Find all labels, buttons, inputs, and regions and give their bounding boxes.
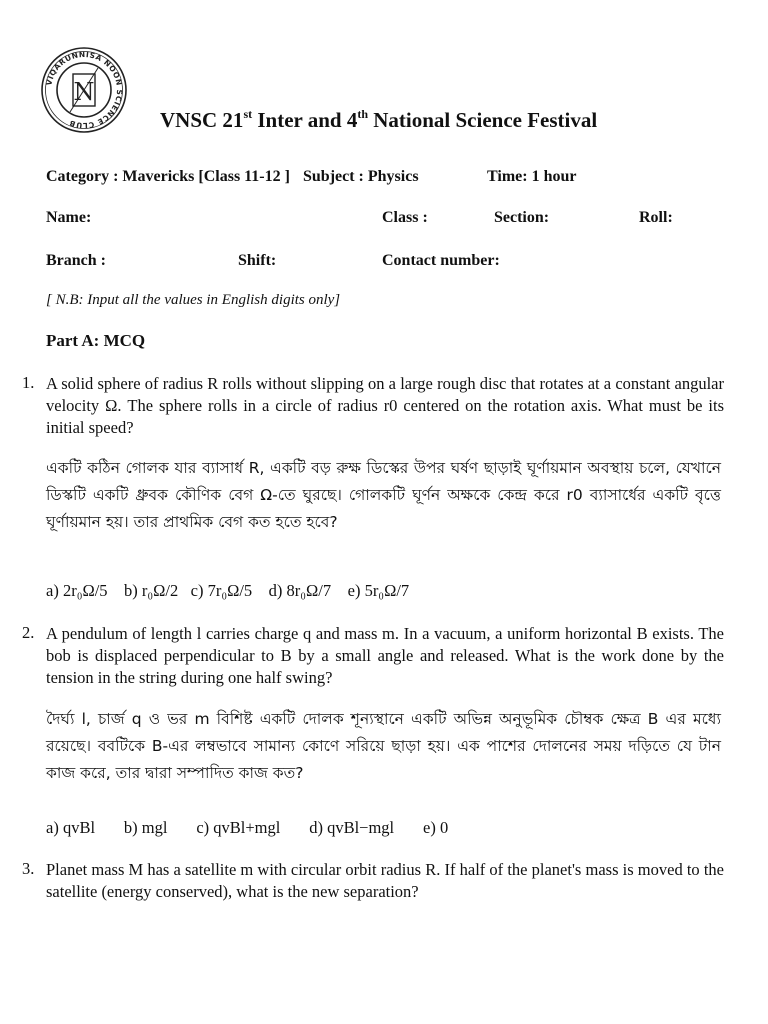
shift-label: Shift: (238, 252, 277, 269)
subject-label: Subject : Physics (303, 168, 419, 185)
logo-ring-text: VIQARUNNISA NOON SCIENCE CLUB (44, 49, 125, 131)
question-number: 3. (22, 859, 35, 878)
section-heading: Part A: MCQ (46, 331, 146, 350)
question-number: 1. (22, 373, 35, 392)
instruction-note: [ N.B: Input all the values in English digits only] (46, 292, 341, 308)
category-label: Category : Mavericks [Class 11-12 ] (46, 168, 290, 185)
science-club-logo (40, 46, 128, 134)
page-title: VNSC 21st Inter and 4th National Science Festival (160, 107, 598, 132)
contact-number-label: Contact number: (382, 252, 500, 269)
branch-label: Branch : (46, 252, 106, 269)
answer-options: a) qvBl b) mgl c) qvBl+mgl d) qvBl−mgl e) 0 (46, 818, 449, 837)
question-text-bangla: দৈর্ঘ্য l, চার্জ q ও ভর m বিশিষ্ট একটি দোলক শূন্যস্থানে একটি অভিন্ন অনুভূমিক চৌম্বক ক্ষেত্র B এর মধ্যে রয়েছে। ববটিকে B-এর লম্বভাবে সামান্য কোণে সরিয়ে ছাড়া হয়। এক পাশের দোলনের সময় দড়িতে যে টান কাজ করে, তার দ্বারা সম্পাদিত কাজ কত? (46, 710, 721, 782)
roll-label: Roll: (639, 209, 673, 226)
time-label: Time: 1 hour (487, 168, 577, 185)
section-label: Section: (494, 209, 550, 226)
class-label: Class : (382, 209, 428, 226)
logo-monogram: N (73, 78, 95, 106)
question-text-english: A pendulum of length l carries charge q and mass m. In a vacuum, a uniform horizontal B exists. The bob is displaced perpendicular to B by a small angle and released. What is the work done by the tension in the string during one half swing? (46, 624, 724, 687)
answer-options: a) 2r₀Ω/5 b) r₀Ω/2 c) 7r₀Ω/5 d) 8r₀Ω/7 e) 5r₀Ω/7 (46, 581, 410, 600)
question-text-bangla: একটি কঠিন গোলক যার ব্যাসার্ধ R, একটি বড় রুক্ষ ডিস্কের উপর ঘর্ষণ ছাড়াই ঘূর্ণায়মান অবস্থায় চলে, যেখানে ডিস্কটি একটি ধ্রুবক কৌণিক বেগ Ω-তে ঘুরছে। গোলকটি ঘূর্ণন অক্ষকে কেন্দ্র করে r0 ব্যাসার্ধের একটি বৃত্তে ঘূর্ণায়মান হয়। তার প্রাথমিক বেগ কত হতে হবে? (46, 459, 721, 531)
question-text-english: Planet mass M has a satellite m with circular orbit radius R. If half of the planet's mass is moved to the satellite (energy conserved), what is the new separation? (46, 860, 724, 901)
name-label: Name: (46, 209, 92, 226)
question-text-english: A solid sphere of radius R rolls without slipping on a large rough disc that rotates at a constant angular velocity Ω. The sphere rolls in a circle of radius r0 centered on the rotation axis. What must be its initial speed? (46, 374, 724, 437)
question-number: 2. (22, 623, 35, 642)
